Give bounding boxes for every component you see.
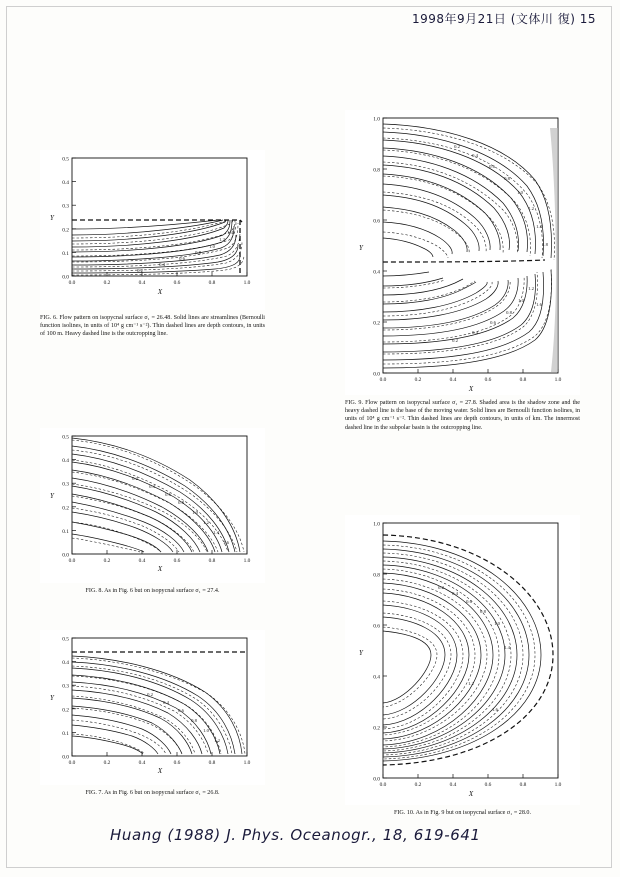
svg-text:0.2: 0.2 [103,760,111,766]
figure-7-caption [40,789,265,797]
svg-text:0.4: 0.4 [373,674,380,681]
svg-text:0.2: 0.2 [103,280,111,286]
svg-text:0.2: 0.2 [414,782,422,788]
svg-text:0.6: 0.6 [178,708,184,713]
svg-text:0.0: 0.0 [68,280,76,286]
svg-text:0.2: 0.2 [103,558,111,564]
svg-text:0.6: 0.6 [173,558,181,564]
svg-text:1.0: 1.0 [243,558,251,564]
figure-8-label: FIG. 8. [85,588,103,594]
figure-9-ylabel: Y [359,244,363,252]
svg-text:1.0: 1.0 [554,377,562,383]
svg-text:1.0: 1.0 [554,782,562,788]
svg-text:1.4: 1.4 [504,645,510,650]
svg-text:1.0: 1.0 [373,116,380,123]
svg-text:1.0: 1.0 [518,298,524,303]
svg-text:0.2: 0.2 [147,692,153,697]
svg-text:0.0: 0.0 [373,776,380,783]
svg-text:0.2: 0.2 [373,320,380,327]
svg-text:0.8: 0.8 [191,718,197,723]
figure-8 [40,428,265,595]
svg-text:0.6: 0.6 [489,164,495,169]
svg-text:1.4: 1.4 [213,530,219,535]
figure-7-chart [40,630,265,785]
svg-text:0.8: 0.8 [195,250,201,255]
handwritten-header-note: 1998年9月21日 (文体川 復) 15 [411,12,596,26]
svg-text:1.2: 1.2 [468,681,474,686]
svg-text:1.0: 1.0 [243,280,251,286]
svg-text:0.6: 0.6 [165,492,171,497]
figure-8-chart [40,428,265,583]
svg-text:0.4: 0.4 [449,377,457,383]
svg-text:1.0: 1.0 [373,521,380,528]
figure-8-xlabel: X [157,565,163,573]
figure-6 [40,150,265,339]
figure-7-label: FIG. 7. [85,790,103,796]
svg-text:0.5: 0.5 [62,636,69,643]
svg-text:0.4: 0.4 [138,280,146,286]
svg-text:1.2: 1.2 [203,520,209,525]
svg-text:0.4: 0.4 [472,330,478,335]
svg-text:0.6: 0.6 [173,280,181,286]
svg-text:0.5: 0.5 [62,434,69,441]
figure-9-caption-text: Flow pattern on isopycnal surface σ₁ = 27.8. Shaded area is the shadow zone and the heavy dashed line is the base of the moving water. Solid lines are Bernoulli function isolines, in units of 10⁴ g cm⁻¹ s⁻². Thin dashed lines are depth contours, in units of km. The innermost dashed line in the subpolar basin is the outcropping line. [345,400,581,431]
svg-text:0.4: 0.4 [149,484,155,489]
svg-text:0.0: 0.0 [379,377,387,383]
svg-text:1.0: 1.0 [243,760,251,766]
figure-9-chart [345,110,580,395]
svg-text:0.6: 0.6 [490,320,496,325]
svg-text:0.8: 0.8 [373,167,380,174]
svg-text:1.0: 1.0 [517,190,523,195]
svg-text:0.4: 0.4 [449,782,457,788]
svg-text:0.4: 0.4 [62,180,69,187]
figure-6-chart [40,150,265,310]
svg-text:0.8: 0.8 [208,558,216,564]
figure-10-ylabel: Y [359,649,363,657]
svg-text:0.5: 0.5 [62,156,69,163]
svg-text:0.6: 0.6 [373,623,380,630]
svg-text:0.6: 0.6 [466,599,472,604]
figure-9-caption [345,399,580,432]
figure-7-caption-text: As in Fig. 6 but on isopycnal surface σ₁ = 26.8. [104,790,220,796]
svg-text:1.8: 1.8 [542,242,548,247]
figure-9-label: FIG. 9. [345,400,364,406]
svg-text:0.0: 0.0 [373,371,380,378]
svg-text:0.8: 0.8 [506,310,512,315]
svg-text:1.4: 1.4 [227,230,233,235]
svg-text:0.6: 0.6 [373,218,380,225]
figure-6-plot [40,150,265,310]
svg-text:0.8: 0.8 [178,500,184,505]
svg-text:0.8: 0.8 [208,280,216,286]
svg-text:0.6: 0.6 [173,760,181,766]
figure-10-label: FIG. 10. [394,810,415,816]
svg-text:0.2: 0.2 [438,585,444,590]
svg-text:0.0: 0.0 [379,782,387,788]
figure-9 [345,110,580,432]
svg-text:0.4: 0.4 [62,458,69,465]
svg-text:0.2: 0.2 [132,476,138,481]
figure-8-ylabel: Y [50,492,54,500]
svg-text:0.0: 0.0 [68,558,76,564]
svg-text:0.8: 0.8 [519,782,527,788]
svg-text:0.0: 0.0 [62,274,69,281]
svg-text:1.4: 1.4 [536,224,542,229]
figure-6-ylabel: Y [50,214,54,222]
svg-text:1.2: 1.2 [219,237,225,242]
svg-text:0.0: 0.0 [62,754,69,761]
svg-text:1.2: 1.2 [528,286,534,291]
svg-text:0.6: 0.6 [179,256,185,261]
svg-text:0.2: 0.2 [62,707,69,714]
figure-8-plot [40,428,265,583]
svg-text:0.0: 0.0 [62,552,69,559]
svg-text:0.2: 0.2 [373,725,380,732]
svg-text:0.4: 0.4 [62,660,69,667]
svg-text:0.1: 0.1 [62,528,69,535]
svg-text:1.6: 1.6 [223,540,229,545]
svg-text:0.2: 0.2 [454,144,460,149]
figure-8-caption [40,587,265,595]
svg-text:0.2: 0.2 [62,505,69,512]
figure-10-caption-text: As in Fig. 9 but on isopycnal surface σ₁ = 28.0. [415,810,531,816]
svg-text:1.0: 1.0 [209,244,215,249]
svg-text:1.2: 1.2 [528,206,534,211]
figure-10-chart [345,515,580,805]
svg-text:0.4: 0.4 [452,591,458,596]
svg-text:0.4: 0.4 [138,558,146,564]
svg-text:0.8: 0.8 [504,176,510,181]
svg-text:0.0: 0.0 [68,760,76,766]
svg-text:1.6: 1.6 [536,302,542,307]
svg-text:0.8: 0.8 [208,760,216,766]
handwritten-citation: Huang (1988) J. Phys. Oceanogr., 18, 619-641 [110,826,481,844]
figure-6-caption-text: Flow pattern on isopycnal surface σ₁ = 26.48. Solid lines are streamlines (Bernoulli function isolines, in units of 10⁴ g cm⁻¹ s⁻²). Thin dashed lines are depth contours, in units of 100 m. Heavy dashed line is the outcropping line. [40,315,266,338]
svg-text:1.2: 1.2 [214,738,220,743]
svg-text:0.4: 0.4 [373,269,380,276]
svg-text:0.6: 0.6 [484,782,492,788]
svg-text:1.0: 1.0 [203,728,209,733]
svg-text:0.2: 0.2 [414,377,422,383]
svg-text:1.6: 1.6 [492,707,498,712]
svg-text:0.8: 0.8 [519,377,527,383]
svg-text:1.0: 1.0 [192,510,198,515]
figure-9-xlabel: X [468,385,474,393]
svg-text:0.2: 0.2 [452,338,458,343]
svg-text:0.2: 0.2 [62,227,69,234]
svg-text:0.1: 0.1 [62,250,69,257]
svg-text:0.3: 0.3 [62,481,69,488]
figure-6-label: FIG. 6. [40,315,58,321]
svg-text:0.6: 0.6 [484,377,492,383]
figure-10 [345,515,580,817]
figure-7-xlabel: X [157,767,163,775]
figure-10-plot [345,515,580,805]
svg-text:1.0: 1.0 [494,621,500,626]
figure-9-plot [345,110,580,395]
figure-8-caption-text: As in Fig. 6 but on isopycnal surface σ₁ = 27.4. [104,588,220,594]
svg-text:0.4: 0.4 [138,760,146,766]
svg-text:0.8: 0.8 [480,609,486,614]
figure-7 [40,630,265,797]
svg-text:0.4: 0.4 [472,153,478,158]
figure-10-xlabel: X [468,790,474,798]
svg-text:0.4: 0.4 [159,262,165,267]
figure-10-caption [345,809,580,817]
svg-text:0.3: 0.3 [62,683,69,690]
svg-text:0.1: 0.1 [62,730,69,737]
figure-6-xlabel: X [157,288,163,296]
figure-7-plot [40,630,265,785]
figure-7-ylabel: Y [50,694,54,702]
figure-6-caption [40,314,265,339]
svg-text:0.3: 0.3 [62,203,69,210]
svg-text:0.2: 0.2 [137,268,143,273]
svg-text:0.8: 0.8 [373,572,380,579]
svg-text:0.4: 0.4 [163,700,169,705]
